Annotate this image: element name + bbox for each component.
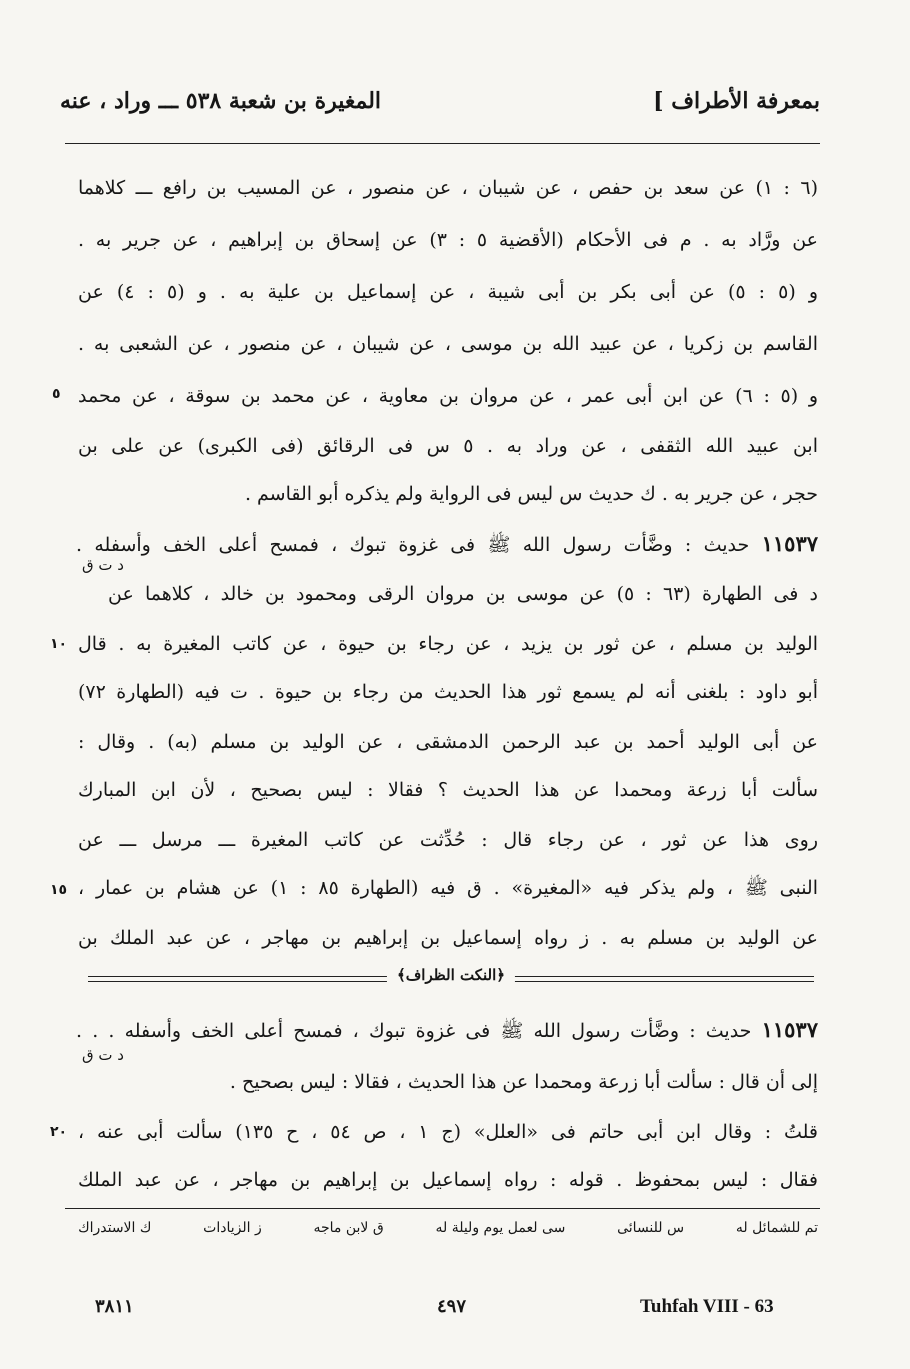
text-line: قلتُ : وقال ابن أبى حاتم فى «العلل» (ج ١ ، ص ٥٤ ، ح ١٣٥) سألت أبى عنه ، <box>78 1121 818 1143</box>
footnote-rule <box>65 1208 820 1209</box>
margin-line-number: ٢٠ <box>50 1124 68 1140</box>
nukat-title: ﴿النكت الظراف﴾ <box>387 966 515 984</box>
abbrev-item: ك الاستدراك <box>78 1220 152 1236</box>
text-line: حجر ، عن جرير به . ك حديث س ليس فى الرواية ولم يذكره أبو القاسم . <box>244 483 818 505</box>
text-line: و (٥ : ٦) عن ابن أبى عمر ، عن مروان بن معاوية ، عن محمد بن سوقة ، عن محمد <box>78 385 818 407</box>
text-line: الوليد بن مسلم ، عن ثور بن يزيد ، عن رجاء بن حيوة ، عن كاتب المغيرة به . قال <box>78 633 818 655</box>
text-line: عن ورَّاد به . م فى الأحكام (الأقضية ٥ : ٣) عن إسحاق بن إبراهيم ، عن جرير به . <box>78 229 818 251</box>
text-line: عن أبى الوليد أحمد بن عبد الرحمن الدمشقى ، عن الوليد بن مسلم (به) . وقال : <box>78 731 818 753</box>
abbrev-item: ق لابن ماجه <box>313 1220 384 1236</box>
volume-reference: Tuhfah VIII - 63 <box>640 1296 774 1317</box>
abbrev-item: ز الزيادات <box>203 1220 262 1236</box>
header-chapter-title: المغيرة بن شعبة ٥٣٨ ـــ وراد ، عنه <box>60 88 382 114</box>
print-code: ٣٨١١ <box>95 1296 134 1317</box>
margin-line-number: ١٥ <box>50 882 68 898</box>
hadith-number: ١١٥٣٧ <box>761 1017 818 1042</box>
hadith-heading-line <box>76 1004 818 1056</box>
hadith-heading-line <box>76 518 818 570</box>
nukat-divider <box>88 968 814 994</box>
text-line: أبو داود : بلغنى أنه لم يسمع ثور هذا الحديث من رجاء بن حيوة . ت فيه (الطهارة ٧٢) <box>78 681 818 703</box>
text-line: سألت أبا زرعة ومحمدا عن هذا الحديث ؟ فقالا : ليس بصحيح ، لأن ابن المبارك <box>78 779 818 801</box>
text-line: فقال : ليس بمحفوظ . قوله : رواه إسماعيل بن إبراهيم بن مهاجر ، عن عبد الملك <box>78 1169 818 1191</box>
hadith-text: حديث : وضَّأت رسول الله ﷺ فى غزوة تبوك ، فمسح أعلى الخف وأسفله . . . <box>76 1020 752 1042</box>
hadith-number: ١١٥٣٧ <box>761 531 818 556</box>
running-header <box>60 88 820 128</box>
text-line: (٦ : ١) عن سعد بن حفص ، عن شيبان ، عن منصور ، عن المسيب بن رافع ـــ كلاهما <box>78 177 818 199</box>
header-section-title: بمعرفة الأطراف ] <box>653 88 820 114</box>
margin-line-number: ١٠ <box>50 636 68 652</box>
page-number: ٤٩٧ <box>437 1296 467 1317</box>
text-line: روى هذا عن ثور ، عن رجاء قال : حُدِّثت عن كاتب المغيرة ـــ مرسل ـــ عن <box>78 829 818 851</box>
text-line: القاسم بن زكريا ، عن عبيد الله بن موسى ، عن شيبان ، عن منصور ، عن الشعبى به . <box>78 333 818 355</box>
text-line: إلى أن قال : سألت أبا زرعة ومحمدا عن هذا الحديث ، فقالا : ليس بصحيح . <box>229 1071 818 1093</box>
abbrev-item: س للنسائى <box>617 1220 685 1236</box>
text-line: ابن عبيد الله الثقفى ، عن وراد به . ٥ س فى الرقائق (فى الكبرى) عن على بن <box>78 435 818 457</box>
text-line: عن الوليد بن مسلم به . ز رواه إسماعيل بن إبراهيم بن مهاجر ، عن عبد الملك بن <box>78 927 818 949</box>
text-line: النبى ﷺ ، ولم يذكر فيه «المغيرة» . ق فيه (الطهارة ٨٥ : ١) عن هشام بن عمار ، <box>78 877 818 899</box>
text-line: د فى الطهارة (٦٣ : ٥) عن موسى بن مروان الرقى ومحمود بن خالد ، كلاهما عن <box>108 583 818 605</box>
abbrev-item: تم للشمائل له <box>735 1220 818 1236</box>
margin-line-number: ٥ <box>52 386 61 402</box>
abbrev-item: سى لعمل يوم وليلة له <box>435 1220 566 1236</box>
text-line: و (٥ : ٥) عن أبى بكر بن أبى شيبة ، عن إسماعيل بن علية به . و (٥ : ٤) عن <box>78 281 818 303</box>
hadith-text: حديث : وضَّأت رسول الله ﷺ فى غزوة تبوك ، فمسح أعلى الخف وأسفله . <box>76 534 750 556</box>
header-rule <box>65 143 820 144</box>
hadith-siglum: د ت ق <box>82 1046 124 1064</box>
abbreviation-footnote <box>78 1220 818 1250</box>
hadith-siglum: د ت ق <box>82 556 124 574</box>
